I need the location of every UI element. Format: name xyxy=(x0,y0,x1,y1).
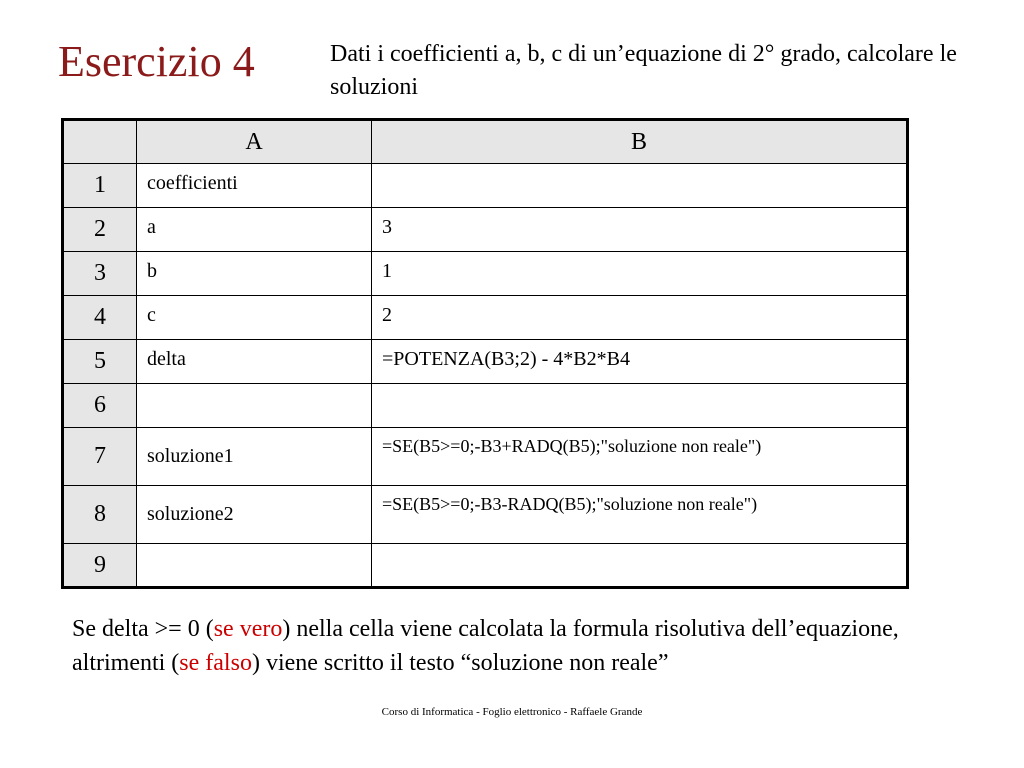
cell-a2: a xyxy=(137,208,372,252)
explanation-note xyxy=(72,612,932,680)
cell-b9 xyxy=(372,544,908,588)
table-row xyxy=(63,384,908,428)
table-row xyxy=(63,544,908,588)
cell-a1: coefficienti xyxy=(137,164,372,208)
table-row xyxy=(63,428,908,486)
column-header-row xyxy=(63,120,908,164)
spreadsheet-table xyxy=(61,118,909,589)
table-row xyxy=(63,340,908,384)
row-header: 6 xyxy=(63,384,137,428)
column-header-a: A xyxy=(137,120,372,164)
row-header: 2 xyxy=(63,208,137,252)
cell-b3: 1 xyxy=(372,252,908,296)
note-text-3: ) viene scritto il testo “soluzione non reale” xyxy=(251,650,669,676)
cell-a5: delta xyxy=(137,340,372,384)
row-header: 9 xyxy=(63,544,137,588)
cell-a6 xyxy=(137,384,372,428)
table-row xyxy=(63,252,908,296)
note-text-2: ) nella cella viene calcolata la formula risolutiva dell’equazione, altrimenti ( xyxy=(72,616,899,676)
cell-a9 xyxy=(137,544,372,588)
row-header: 4 xyxy=(63,296,137,340)
corner-cell xyxy=(63,120,137,164)
cell-a8: soluzione2 xyxy=(137,486,372,544)
cell-b2: 3 xyxy=(372,208,908,252)
cell-a4: c xyxy=(137,296,372,340)
cell-b5: =POTENZA(B3;2) - 4*B2*B4 xyxy=(372,340,908,384)
cell-a3: b xyxy=(137,252,372,296)
table-row xyxy=(63,486,908,544)
row-header: 5 xyxy=(63,340,137,384)
note-highlight-true: se vero xyxy=(213,616,283,642)
column-header-b: B xyxy=(372,120,908,164)
table-row xyxy=(63,164,908,208)
cell-b7: =SE(B5>=0;-B3+RADQ(B5);"soluzione non reale") xyxy=(372,428,908,486)
slide-title: Esercizio 4 xyxy=(58,37,255,86)
slide-subtitle: Dati i coefficienti a, b, c di un’equazione di 2° grado, calcolare le soluzioni xyxy=(330,41,957,100)
row-header: 1 xyxy=(63,164,137,208)
row-header: 8 xyxy=(63,486,137,544)
cell-a7: soluzione1 xyxy=(137,428,372,486)
table-row xyxy=(63,296,908,340)
row-header: 3 xyxy=(63,252,137,296)
row-header: 7 xyxy=(63,428,137,486)
table-row xyxy=(63,208,908,252)
cell-b4: 2 xyxy=(372,296,908,340)
cell-b1 xyxy=(372,164,908,208)
slide-footer: Corso di Informatica - Foglio elettronico - Raffaele Grande xyxy=(381,706,643,718)
cell-b8: =SE(B5>=0;-B3-RADQ(B5);"soluzione non reale") xyxy=(372,486,908,544)
note-highlight-false: se falso xyxy=(179,650,252,676)
cell-b6 xyxy=(372,384,908,428)
note-text-1: Se delta >= 0 ( xyxy=(72,616,214,642)
